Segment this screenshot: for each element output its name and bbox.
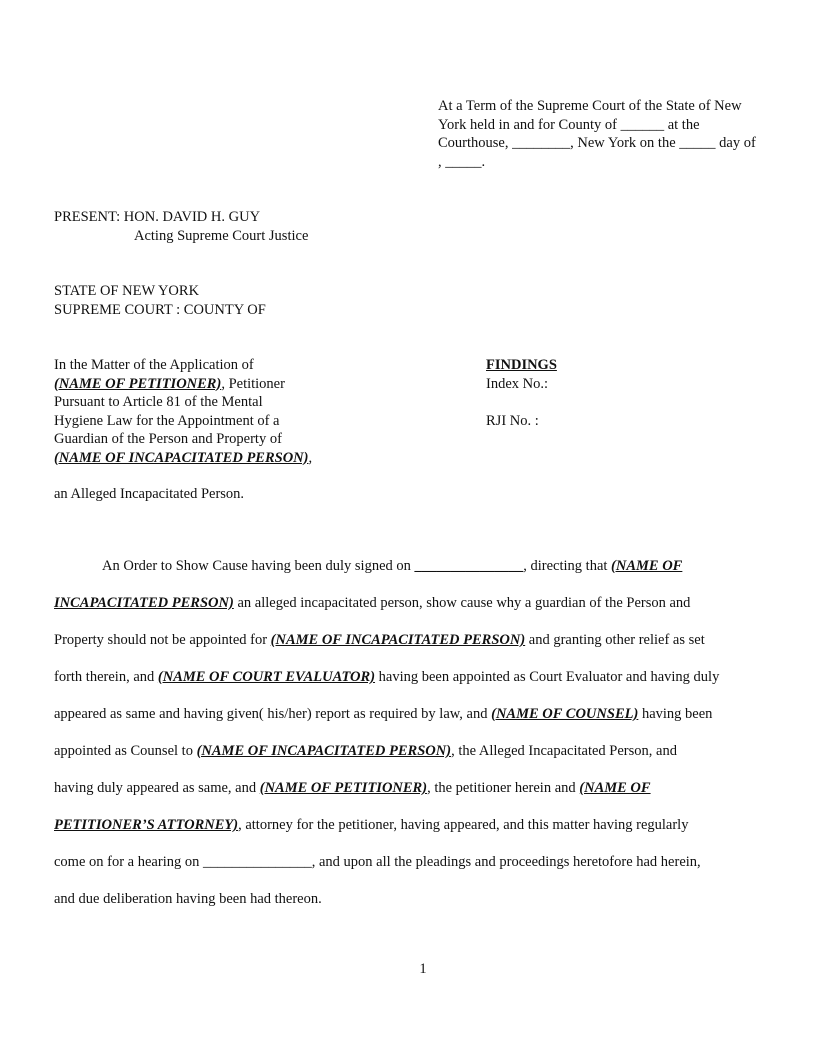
- body-text-segment: an alleged incapacitated person, show cause why a guardian of the Person and: [233, 595, 691, 611]
- alleged-line: an Alleged Incapacitated Person.: [54, 486, 245, 502]
- rji-number: RJI No. :: [486, 412, 539, 429]
- placeholder-name: (NAME OF COURT EVALUATOR): [157, 669, 376, 685]
- placeholder-name: (NAME OF: [611, 558, 683, 574]
- present-judge: PRESENT: HON. DAVID H. GUY: [54, 209, 261, 225]
- term-of-court-block: [438, 97, 800, 171]
- matter-line-4: Hygiene Law for the Appointment of a: [54, 412, 280, 429]
- petitioner-name-placeholder: (NAME OF PETITIONER): [54, 375, 222, 392]
- matter-line-1: In the Matter of the Application of: [54, 357, 254, 373]
- body-line-6: [54, 733, 794, 770]
- body-line-7: [54, 770, 794, 807]
- body-text-segment: having been: [638, 706, 713, 722]
- body-line-4: [54, 659, 794, 696]
- findings-body: [54, 548, 794, 918]
- body-line-8: [54, 807, 794, 844]
- matter-line-2: [54, 375, 312, 394]
- body-line-9: come on for a hearing on _______________, and upon all the pleadings and proceedings heretofore had herein,: [54, 854, 701, 870]
- body-text-segment: and granting other relief as set: [525, 632, 705, 648]
- body-text-segment: , attorney for the petitioner, having appeared, and this matter having regularly: [238, 817, 689, 833]
- matter-line-5: Guardian of the Person and Property of: [54, 431, 282, 447]
- index-number: Index No.:: [486, 375, 549, 392]
- incapacitated-suffix: ,: [308, 449, 313, 466]
- placeholder-name: (NAME OF COUNSEL): [491, 706, 639, 722]
- body-text-segment: , the petitioner herein and: [427, 780, 580, 796]
- page-number: 1: [419, 961, 427, 977]
- matter-line-6: [54, 449, 312, 468]
- term-line-1: At a Term of the Supreme Court of the State of New: [438, 98, 742, 114]
- body-line-5: [54, 696, 794, 733]
- body-text-segment: appeared as same and having given( his/her) report as required by law, and: [54, 706, 492, 722]
- placeholder-name: (NAME OF: [579, 780, 651, 796]
- body-text-segment: An Order to Show Cause having been duly signed on: [102, 558, 415, 574]
- incapacitated-name-placeholder: (NAME OF INCAPACITATED PERSON): [54, 449, 309, 466]
- present-block: [54, 208, 308, 246]
- column-spacer: [486, 393, 557, 412]
- findings-heading: FINDINGS: [486, 357, 557, 373]
- placeholder-name: INCAPACITATED PERSON): [54, 595, 234, 611]
- body-text-segment: appointed as Counsel to: [54, 743, 197, 759]
- term-line-3: Courthouse, ________, New York on the _____ day of: [438, 135, 756, 151]
- body-text-segment: forth therein, and: [54, 669, 158, 685]
- body-line-10: and due deliberation having been had thereon.: [54, 891, 322, 907]
- state-name: STATE OF NEW YORK: [54, 283, 200, 299]
- body-text-segment: having been appointed as Court Evaluator and having duly: [375, 669, 720, 685]
- court-caption: [54, 282, 266, 319]
- court-county: SUPREME COURT : COUNTY OF: [54, 301, 266, 318]
- date-blank: _______________: [414, 558, 524, 574]
- matter-line-3: Pursuant to Article 81 of the Mental: [54, 394, 263, 410]
- body-line-2: [54, 585, 794, 622]
- term-line-2: York held in and for County of ______ at the: [438, 116, 700, 133]
- petitioner-suffix: , Petitioner: [221, 375, 285, 392]
- body-text-segment: having duly appeared as same, and: [54, 780, 260, 796]
- body-line-1: [54, 548, 794, 585]
- term-line-4: , _____.: [438, 153, 486, 170]
- body-text-segment: , directing that: [523, 558, 612, 574]
- placeholder-name: (NAME OF INCAPACITATED PERSON): [196, 743, 452, 759]
- placeholder-name: PETITIONER’S ATTORNEY): [54, 817, 239, 833]
- body-text-segment: , the Alleged Incapacitated Person, and: [451, 743, 677, 759]
- placeholder-name: (NAME OF PETITIONER): [259, 780, 428, 796]
- placeholder-name: (NAME OF INCAPACITATED PERSON): [270, 632, 526, 648]
- findings-column: [486, 356, 557, 430]
- body-text-segment: Property should not be appointed for: [54, 632, 271, 648]
- present-judge-title: Acting Supreme Court Justice: [134, 228, 309, 244]
- matter-caption: [54, 356, 312, 467]
- body-line-3: [54, 622, 794, 659]
